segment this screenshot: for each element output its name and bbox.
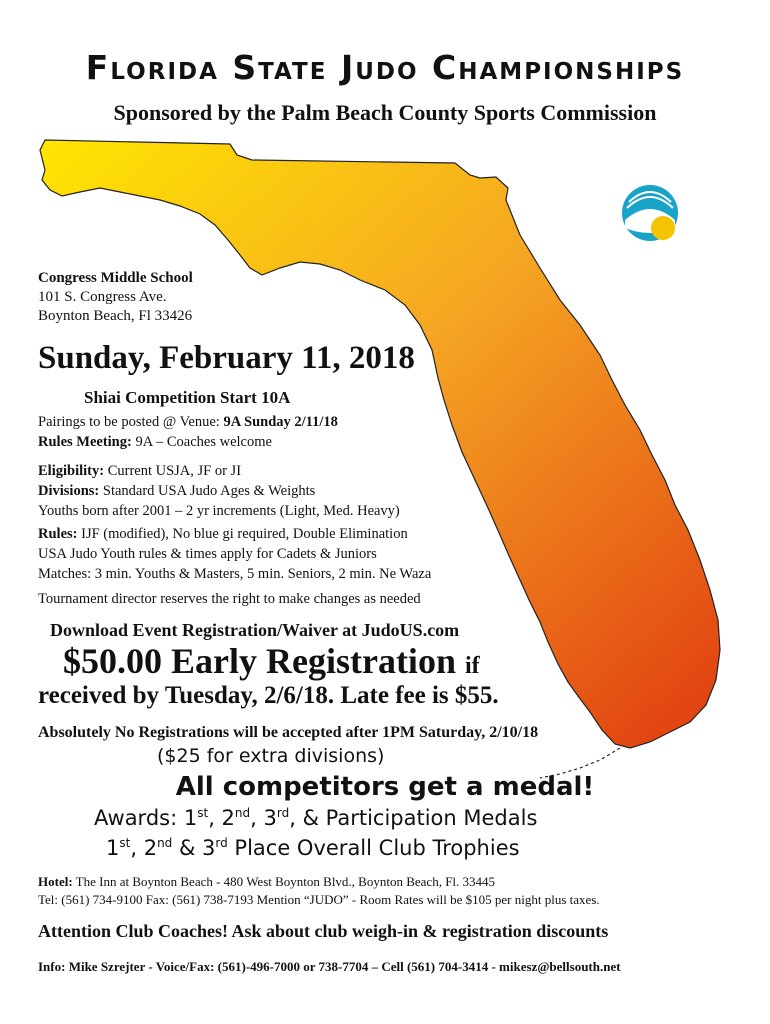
pairings-block <box>38 412 338 452</box>
awards-line: Awards: 1st, 2nd, 3rd, & Participation Medals <box>94 806 538 830</box>
eligibility-line: Eligibility: Current USJA, JF or JI <box>38 463 242 479</box>
rules-block <box>38 524 431 584</box>
hotel-contact-line: Tel: (561) 734-9100 Fax: (561) 738-7193 Mention “JUDO” - Room Rates will be $105 per night plus taxes. <box>38 892 600 907</box>
download-link-text: Download Event Registration/Waiver at JudoUS.com <box>50 620 460 640</box>
venue-name: Congress Middle School <box>38 270 193 286</box>
venue-address-line1: 101 S. Congress Ave. <box>38 289 167 305</box>
director-note: Tournament director reserves the right to make changes as needed <box>38 591 421 607</box>
palm-beach-sports-commission-logo <box>605 168 695 258</box>
early-registration-price: $50.00 Early Registration if <box>63 641 480 681</box>
eligibility-block <box>38 461 400 521</box>
coaches-attention: Attention Club Coaches! Ask about club weigh-in & registration discounts <box>38 921 609 941</box>
event-date: Sunday, February 11, 2018 <box>38 340 415 376</box>
page-title: Florida State Judo Championships <box>85 48 685 87</box>
extra-divisions-fee: ($25 for extra divisions) <box>157 745 385 767</box>
rules-line: Rules: IJF (modified), No blue gi required, Double Elimination <box>38 526 408 542</box>
hotel-line: Hotel: The Inn at Boynton Beach - 480 West Boynton Blvd., Boynton Beach, Fl. 33445 <box>38 874 496 889</box>
venue-block <box>38 269 193 326</box>
contact-info: Info: Mike Szrejter - Voice/Fax: (561)-496-7000 or 738-7704 – Cell (561) 704-3414 - mikesz@bellsouth.net <box>38 959 621 974</box>
rules-meeting-line: Rules Meeting: 9A – Coaches welcome <box>38 434 272 450</box>
pairings-line: Pairings to be posted @ Venue: 9A Sunday 2/11/18 <box>38 414 338 430</box>
competition-start: Shiai Competition Start 10A <box>84 388 291 407</box>
divisions-line: Divisions: Standard USA Judo Ages & Weights <box>38 483 316 499</box>
youths-line: Youths born after 2001 – 2 yr increments (Light, Med. Heavy) <box>38 503 400 519</box>
venue-address-line2: Boynton Beach, Fl 33426 <box>38 308 193 324</box>
medal-headline: All competitors get a medal! <box>175 772 595 802</box>
youth-rules-line: USA Judo Youth rules & times apply for Cadets & Juniors <box>38 546 377 562</box>
page-subtitle: Sponsored by the Palm Beach County Sports Commission <box>113 100 657 125</box>
received-by-line: received by Tuesday, 2/6/18. Late fee is $55. <box>38 682 499 709</box>
matches-line: Matches: 3 min. Youths & Masters, 5 min. Seniors, 2 min. Ne Waza <box>38 566 432 582</box>
trophies-line: 1st, 2nd & 3rd Place Overall Club Trophies <box>106 836 520 860</box>
hotel-block <box>38 873 600 909</box>
no-registrations-line: Absolutely No Registrations will be accepted after 1PM Saturday, 2/10/18 <box>38 724 539 741</box>
